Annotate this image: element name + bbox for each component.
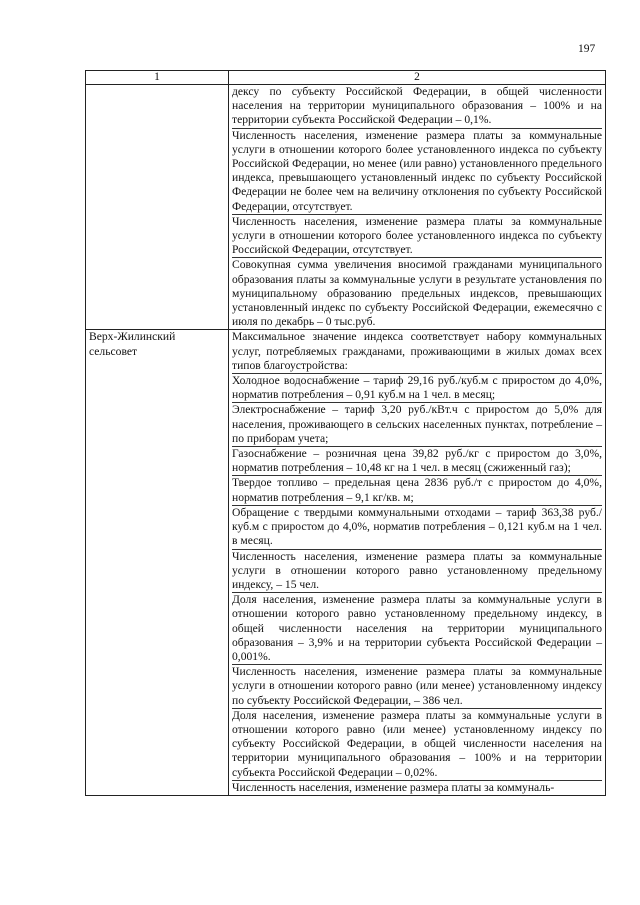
paragraph: Холодное водоснабжение – тариф 29,16 руб./куб.м с приростом до 4,0%, норматив потребления – 0,91 куб.м на 1 чел. в месяц; — [232, 374, 602, 403]
paragraph: Численность населения, изменение размера платы за коммунальные услуги в отношении которого равно установленному предельному индексу, – 15 чел. — [232, 550, 602, 594]
table-row — [86, 85, 606, 330]
paragraph: Газоснабжение – розничная цена 39,82 руб./кг с приростом до 3,0%, норматив потребления – 10,48 кг на 1 чел. в месяц (сжиженный газ); — [232, 447, 602, 476]
table-header-row — [86, 71, 606, 85]
paragraph: дексу по субъекту Российской Федерации, в общей численности населения на территории муниципального образования – 100% и на территории субъекта Российской Федерации – 0,1%. — [232, 85, 602, 129]
column-header-1: 1 — [86, 71, 229, 85]
description-cell — [229, 330, 606, 796]
paragraph: Численность населения, изменение размера платы за коммунальные услуги в отношении которого более установленного индекса по субъекту Российской Федерации, но менее (или равно) установленного предельного индекса, превышающего установленный индекс по субъекту Российской Федерации не более чем на величину отклонения по субъекту Российской Федерации, отсутствует. — [232, 129, 602, 215]
paragraph: Численность населения, изменение размера платы за коммуналь- — [232, 780, 555, 794]
table-row — [86, 330, 606, 796]
paragraph: Обращение с твердыми коммунальными отходами – тариф 363,38 руб./куб.м с приростом до 4,0%, норматив потребления – 0,121 куб.м на 1 чел. в месяц. — [232, 506, 602, 550]
index-table — [85, 70, 606, 796]
paragraph: Твердое топливо – предельная цена 2836 руб./т с приростом до 4,0%, норматив потребления – 9,1 кг/кв. м; — [232, 476, 602, 505]
municipality-cell: Верх-Жилинский сельсовет — [86, 330, 229, 796]
paragraph: Доля населения, изменение размера платы за коммунальные услуги в отношении которого равно установленному предельному индексу, в общей численности населения на территории муниципального образования – 3,9% и на территории субъекта Российской Федерации – 0,001%. — [232, 593, 602, 665]
paragraph: Совокупная сумма увеличения вносимой гражданами муниципального образования платы за коммунальные услуги в результате установления по муниципальному образованию предельных индексов, превышающих установленный индекс по субъекту Российской Федерации, ежемесячно с июля по декабрь – 0 тыс.руб. — [232, 258, 602, 329]
paragraph: Численность населения, изменение размера платы за коммунальные услуги в отношении которого равно (или менее) установленному индексу по субъекту Российской Федерации, – 386 чел. — [232, 665, 602, 709]
paragraph: Доля населения, изменение размера платы за коммунальные услуги в отношении которого равно (или менее) установленному индексу по субъекту Российской Федерации, в общей численности населения на территории муниципального образования – 100% и на территории субъекта Российской Федерации – 0,02%. — [232, 709, 602, 781]
description-cell — [229, 85, 606, 330]
municipality-cell — [86, 85, 229, 330]
column-header-2: 2 — [229, 71, 606, 85]
page-number: 197 — [578, 43, 596, 55]
paragraph: Численность населения, изменение размера платы за коммунальные услуги в отношении которого более установленного индекса по субъекту Российской Федерации, отсутствует. — [232, 215, 602, 259]
paragraph: Максимальное значение индекса соответствует набору коммунальных услуг, потребляемых гражданами, проживающими в жилых домах всех типов благоустройства: — [232, 330, 602, 374]
paragraph: Электроснабжение – тариф 3,20 руб./кВт.ч с приростом до 5,0% для населения, проживающего в сельских населенных пунктах, потребление – по приборам учета; — [232, 403, 602, 447]
